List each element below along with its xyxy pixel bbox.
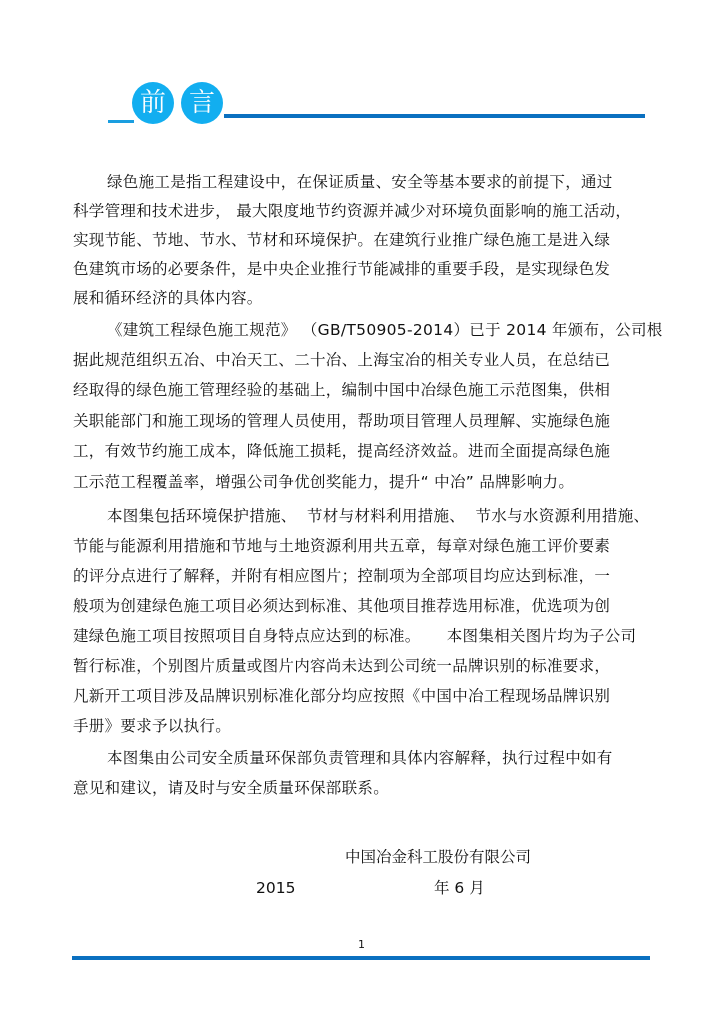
text-line: 实现节能、节地、节水、节材和环境保护。在建筑行业推广绿色施工是进入绿 bbox=[73, 231, 611, 249]
text-line: 建绿色施工项目按照项目自身特点应达到的标准。 本图集相关图片均为子公司 bbox=[73, 627, 637, 645]
text-line: 手册》要求予以执行。 bbox=[73, 717, 232, 735]
page-number: 1 bbox=[358, 938, 365, 951]
text-line: 据此规范组织五冶、中冶天工、二十冶、上海宝冶的相关专业人员，在总结已 bbox=[73, 351, 611, 369]
text-line: 般项为创建绿色施工项目必须达到标准、其他项目推荐选用标准，优选项为创 bbox=[73, 597, 611, 615]
signature-month: 年 6 月 bbox=[434, 879, 485, 897]
text-line: 关职能部门和施工现场的管理人员使用，帮助项目管理人员理解、实施绿色施 bbox=[73, 412, 611, 430]
text-line: 经取得的绿色施工管理经验的基础上，编制中国中冶绿色施工示范图集，供相 bbox=[73, 381, 611, 399]
text-line: 绿色施工是指工程建设中，在保证质量、安全等基本要求的前提下，通过 bbox=[107, 173, 613, 191]
signature-year: 2015 bbox=[256, 879, 296, 897]
header-short-rule bbox=[108, 120, 134, 123]
footer-rule bbox=[72, 956, 650, 960]
text-line: 暂行标准，个别图片质量或图片内容尚未达到公司统一品牌识别的标准要求， bbox=[73, 657, 611, 675]
text-line: 本图集包括环境保护措施、 节材与材料利用措施、 节水与水资源利用措施、 bbox=[107, 507, 650, 525]
text-line: 科学管理和技术进步， 最大限度地节约资源并减少对环境负面影响的施工活动， bbox=[73, 202, 632, 220]
text-line: 《建筑工程绿色施工规范》 （GB/T50905-2014）已于 2014 年颁布，公司根 bbox=[107, 321, 663, 339]
signature-company: 中国冶金科工股份有限公司 bbox=[345, 848, 532, 866]
text-line: 展和循环经济的具体内容。 bbox=[73, 289, 263, 307]
title-circle-1: 前 bbox=[132, 82, 174, 124]
text-line: 意见和建议，请及时与安全质量环保部联系。 bbox=[73, 779, 390, 797]
title-circle-2: 言 bbox=[181, 82, 223, 124]
text-line: 凡新开工项目涉及品牌识别标准化部分均应按照《中国中冶工程现场品牌识别 bbox=[73, 687, 611, 705]
header-long-rule bbox=[224, 114, 645, 118]
text-line: 工示范工程覆盖率，增强公司争优创奖能力，提升“ 中冶” 品牌影响力。 bbox=[73, 473, 575, 491]
text-line: 本图集由公司安全质量环保部负责管理和具体内容解释，执行过程中如有 bbox=[107, 749, 613, 767]
text-line: 色建筑市场的必要条件，是中央企业推行节能减排的重要手段，是实现绿色发 bbox=[73, 260, 611, 278]
text-line: 工，有效节约施工成本，降低施工损耗，提高经济效益。进而全面提高绿色施 bbox=[73, 442, 611, 460]
text-line: 节能与能源利用措施和节地与土地资源利用共五章，每章对绿色施工评价要素 bbox=[73, 537, 611, 555]
text-line: 的评分点进行了解释，并附有相应图片；控制项为全部项目均应达到标准，一 bbox=[73, 567, 611, 585]
